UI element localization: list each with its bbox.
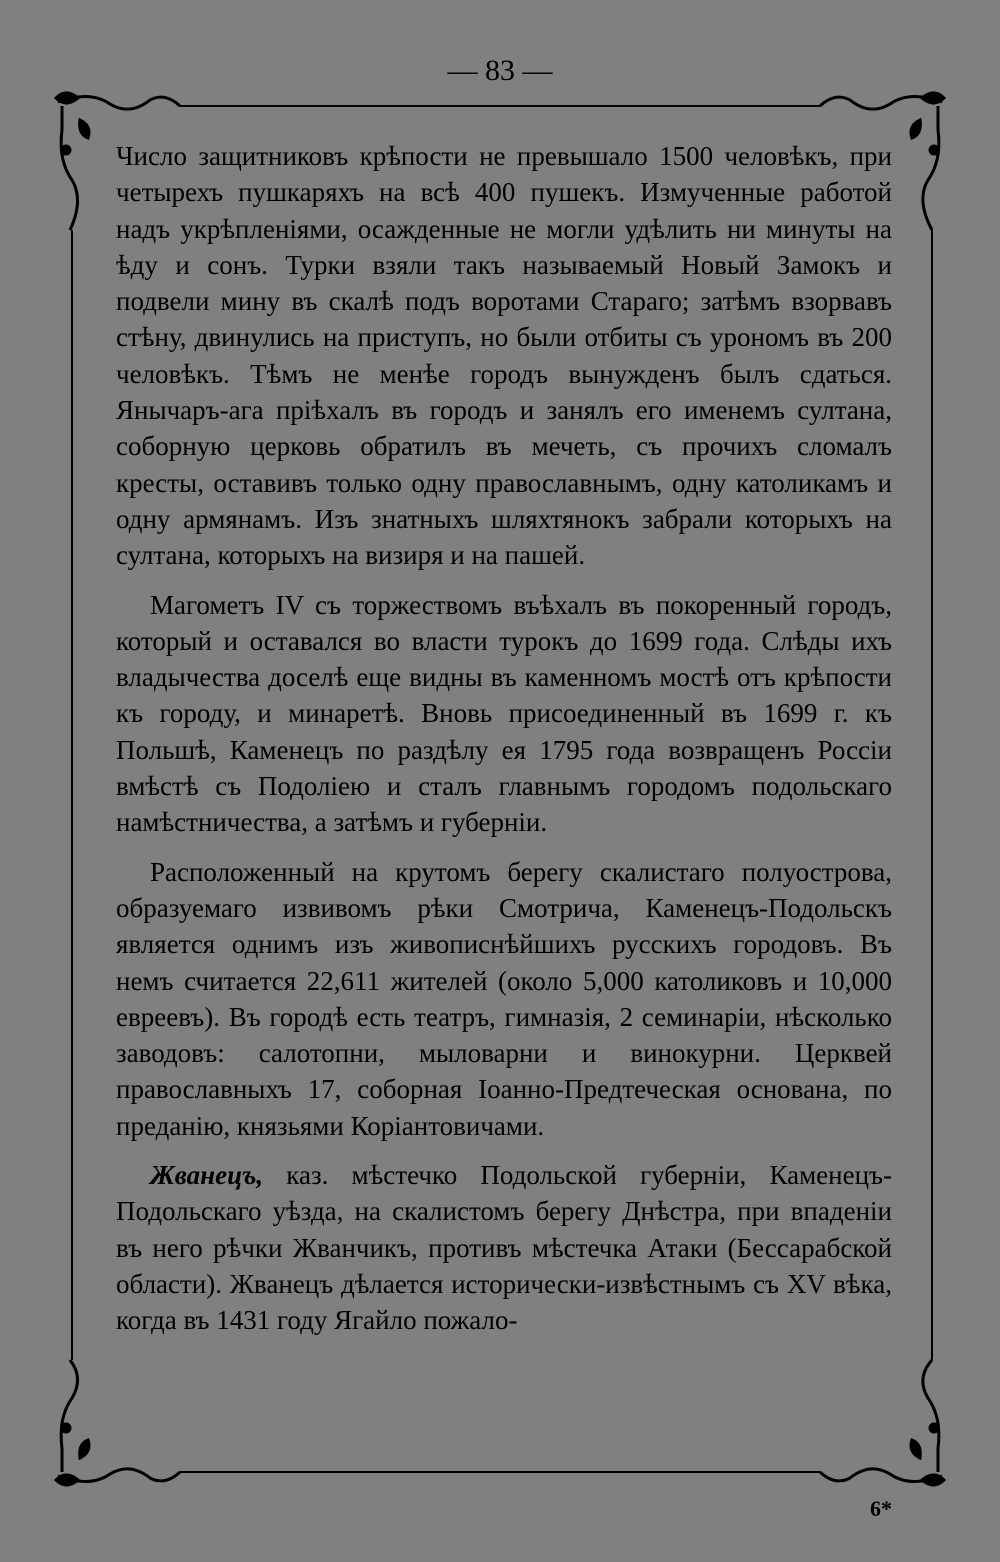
signature-mark: 6* (870, 1496, 892, 1521)
corner-ornament-bottom-right (820, 1360, 944, 1485)
entry-term: Жванецъ, (150, 1160, 264, 1191)
corner-ornament-bottom-left (56, 1360, 180, 1485)
paragraph-defenders: Число защитниковъ крѣпости не превышало 1500 человѣкъ, при четырехъ пушкаряхъ на всѣ 400 пушекъ. Измученные работой надъ укрѣпленіями, осажденные не могли удѣлить ни минуты на ѣду и сонъ. Турки взяли такъ называемый Новый Замокъ и подвели мину въ скалѣ подъ воротами Стараго; затѣмъ взорвавъ стѣну, двинулись на приступъ, но были отбиты съ урономъ въ 200 человѣкъ. Тѣмъ не менѣе городъ вынужденъ былъ сдаться. Янычаръ-ага пріѣхалъ въ городъ и занялъ его именемъ султана, соборную церковь обратилъ въ мечеть, съ прочихъ сломалъ кресты, оставивъ только одну православнымъ, одну католикамъ и одну армянамъ. Изъ знатныхъ шляхтянокъ забрали которыхъ на султана, которыхъ на визиря и на пашей. (116, 141, 892, 571)
entry-text: каз. мѣстечко Подольской губерніи, Каменецъ-Подольскаго уѣзда, на скалистомъ берегу Днѣстра, при впаденіи въ него рѣчки Жванчикъ, противъ мѣстечка Атаки (Бессарабской области). Жванецъ дѣлается исторически-извѣстнымъ съ XV вѣка, когда въ 1431 году Ягайло пожало- (116, 1160, 892, 1336)
paragraph-kamenets: Расположенный на крутомъ берегу скалистаго полуострова, образуемаго извивомъ рѣки Смотрича, Каменецъ-Подольскъ является однимъ изъ живописнѣйшихъ русскихъ городовъ. Въ немъ считается 22,611 жителей (около 5,000 католиковъ и 10,000 евреевъ). Въ городѣ есть театръ, гимназія, 2 семинаріи, нѣсколько заводовъ: салотопни, мыловарни и винокурни. Церквей православныхъ 17, соборная Іоанно-Предтеческая основана, по преданію, князьями Коріантовичами. (116, 856, 892, 1141)
page-body (116, 138, 892, 1339)
paragraph-mehmed: Магометъ IV съ торжествомъ въѣхалъ въ покоренный городъ, который и оставался во власти турокъ до 1699 года. Слѣды ихъ владычества доселѣ еще видны въ каменномъ мостѣ отъ крѣпости къ городу, и минаретѣ. Вновь присоединенный въ 1699 г. къ Польшѣ, Каменецъ по раздѣлу ея 1795 года возвращенъ Россіи вмѣстѣ съ Подоліею и сталъ главнымъ городомъ подольскаго намѣстничества, а затѣмъ и губерніи. (116, 589, 892, 838)
paragraph-zhvanets (116, 1157, 892, 1338)
page-number: — 83 — (447, 54, 553, 87)
